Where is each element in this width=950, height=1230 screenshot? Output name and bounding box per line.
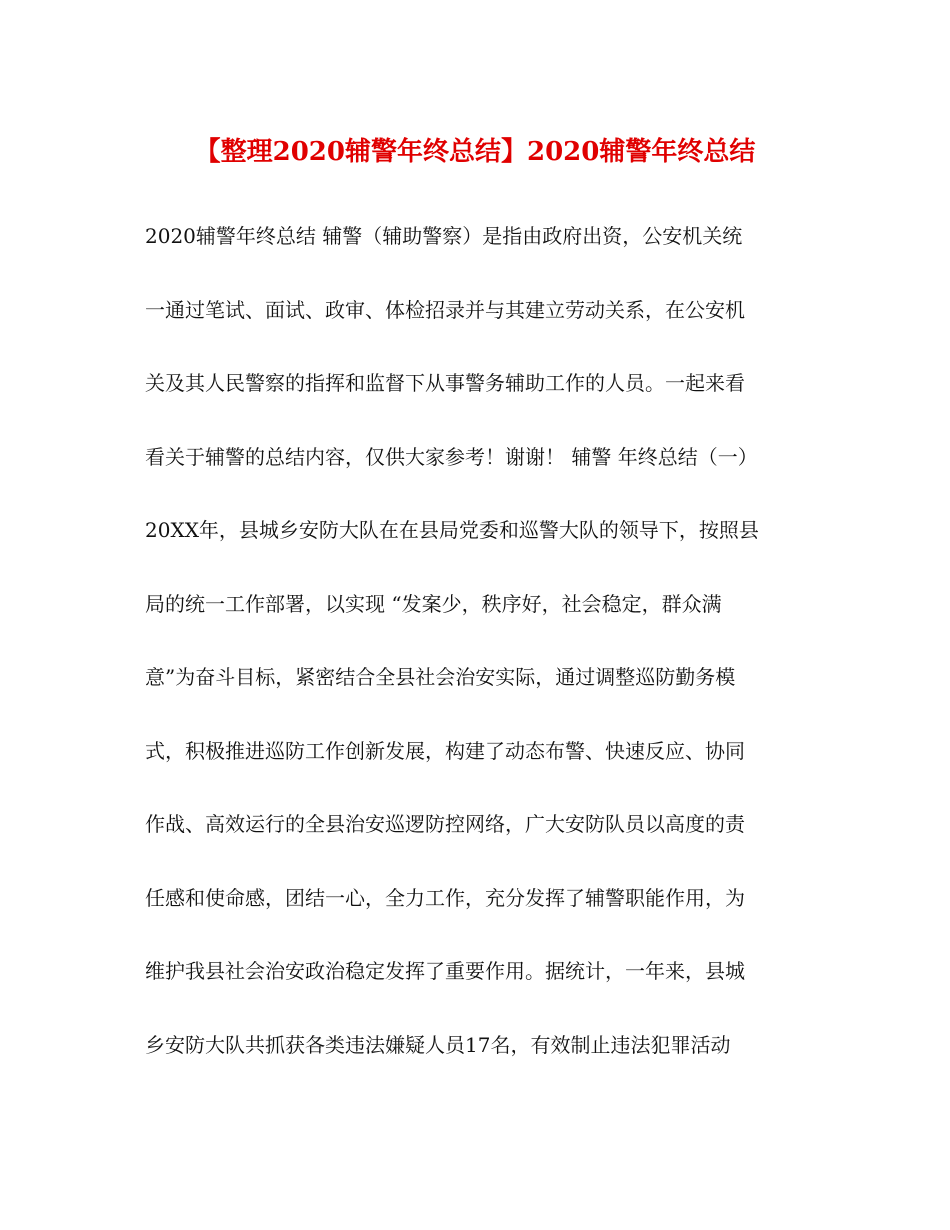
document-body	[145, 216, 825, 1098]
body-line-11: 维护我县社会治安政治稳定发挥了重要作用。据统计，一年来，县城	[145, 959, 745, 983]
body-line-5: 20XX年，县城乡安防大队在在县局党委和巡警大队的领导下，按照县	[145, 518, 759, 542]
body-line-6: 局的统一工作部署，以实现 “发案少，秩序好，社会稳定，群众满	[145, 591, 722, 616]
document-title: 【整理2020辅警年终总结】2020辅警年终总结	[194, 137, 756, 167]
body-line-4: 看关于辅警的总结内容，仅供大家参考！谢谢！ 辅警 年终总结（一）	[145, 444, 758, 469]
body-line-12: 乡安防大队共抓获各类违法嫌疑人员17名，有效制止违法犯罪活动	[145, 1032, 731, 1057]
body-line-8: 式，积极推进巡防工作创新发展，构建了动态布警、快速反应、协同	[145, 738, 745, 763]
body-line-3: 关及其人民警察的指挥和监督下从事警务辅助工作的人员。一起来看	[145, 371, 745, 395]
body-line-1: 2020辅警年终总结 辅警（辅助警察）是指由政府出资，公安机关统	[145, 224, 743, 248]
body-line-2: 一通过笔试、面试、政审、体检招录并与其建立劳动关系，在公安机	[145, 297, 745, 322]
body-line-10: 任感和使命感，团结一心，全力工作，充分发挥了辅警职能作用，为	[145, 885, 745, 910]
body-line-7: 意”为奋斗目标，紧密结合全县社会治安实际，通过调整巡防勤务模	[145, 665, 736, 689]
body-line-9: 作战、高效运行的全县治安巡逻防控网络，广大安防队员以高度的责	[145, 812, 745, 836]
